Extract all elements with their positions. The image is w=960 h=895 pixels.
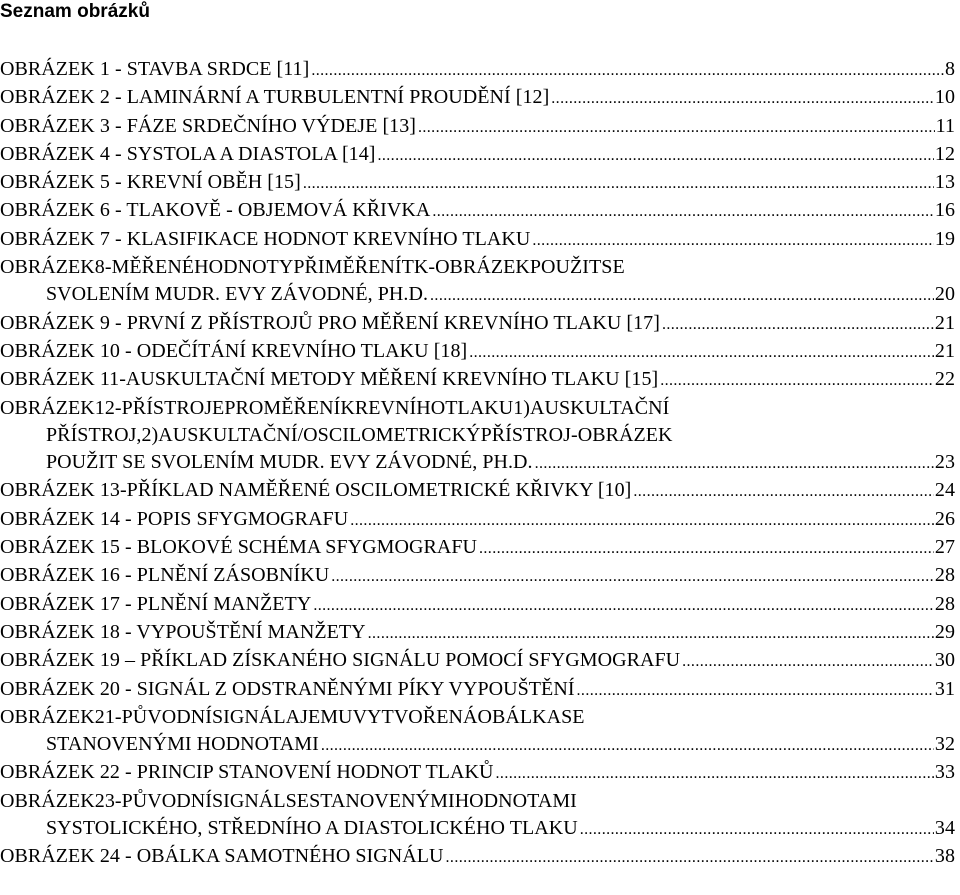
dot-leader <box>660 367 934 394</box>
toc-line <box>0 113 955 141</box>
entry-word: OBRÁZEK <box>0 256 95 279</box>
toc-line <box>0 477 955 505</box>
page-number: 24 <box>934 479 955 502</box>
page-number: 28 <box>934 592 955 615</box>
toc-entry[interactable] <box>0 254 955 310</box>
entry-word: OBRÁZEK <box>577 423 673 446</box>
toc-line <box>0 310 955 338</box>
entry-title: OBRÁZEK 6 - TLAKOVĚ - OBJEMOVÁ KŘIVKA <box>0 199 431 222</box>
page-number: 33 <box>934 761 955 784</box>
toc-line <box>0 647 955 675</box>
entry-word: MĚŘENÉ <box>111 256 195 279</box>
toc-entry[interactable] <box>0 169 955 197</box>
dot-leader <box>479 535 934 562</box>
toc-line <box>0 449 955 477</box>
entry-title: OBRÁZEK 7 - KLASIFIKACE HODNOT KREVNÍHO TLAKU <box>0 227 531 250</box>
entry-title: STANOVENÝMI HODNOTAMI <box>46 733 319 756</box>
toc-entry[interactable] <box>0 395 955 478</box>
page-number: 10 <box>934 86 955 109</box>
toc-line <box>0 141 955 169</box>
toc-line-justified <box>0 788 955 815</box>
toc-line <box>0 338 955 366</box>
toc-line <box>0 56 955 84</box>
toc-line-justified <box>0 704 955 731</box>
toc-line-justified <box>0 395 955 422</box>
toc-line <box>0 226 955 254</box>
entry-word: VYTVOŘENÁ <box>352 705 478 728</box>
toc-line <box>0 759 955 787</box>
toc-line <box>0 815 955 843</box>
entry-title: POUŽIT SE SVOLENÍM MUDR. EVY ZÁVODNÉ, PH.D. <box>46 451 533 474</box>
dot-leader <box>496 760 934 787</box>
dot-leader <box>350 507 934 534</box>
entry-word: OBRÁZEK <box>0 789 95 812</box>
entry-word: OBÁLKA <box>477 705 562 728</box>
entry-title: OBRÁZEK 22 - PRINCIP STANOVENÍ HODNOT TLAKŮ <box>0 761 494 784</box>
toc-entry[interactable] <box>0 562 955 590</box>
entry-word: STANOVENÝMI <box>309 789 455 812</box>
entry-word: OBRÁZEK <box>0 396 95 419</box>
entry-word: PŮVODNÍ <box>121 705 212 728</box>
entry-title: OBRÁZEK 14 - POPIS SFYGMOGRAFU <box>0 507 349 530</box>
entry-word: - <box>114 789 122 812</box>
toc-line <box>0 197 955 225</box>
toc-line <box>0 562 955 590</box>
entry-word: OBRÁZEK <box>435 256 530 279</box>
dot-leader <box>662 311 934 338</box>
entry-word: 8- <box>94 256 112 279</box>
dot-leader <box>321 732 934 759</box>
entry-title: OBRÁZEK 11-AUSKULTAČNÍ METODY MĚŘENÍ KREVNÍHO TLAKU [15] <box>0 368 659 391</box>
dot-leader <box>313 592 934 619</box>
entry-title: OBRÁZEK 4 - SYSTOLA A DIASTOLA [14] <box>0 142 376 165</box>
page-number: 23 <box>934 451 955 474</box>
dot-leader <box>311 57 944 84</box>
toc-entry[interactable] <box>0 113 955 141</box>
page-number: 8 <box>944 58 955 80</box>
page-number: 12 <box>934 142 955 165</box>
toc-line <box>0 619 955 647</box>
toc-line <box>0 281 955 309</box>
entry-title: SYSTOLICKÉHO, STŘEDNÍHO A DIASTOLICKÉHO TLAKU <box>46 817 578 840</box>
toc-line <box>0 534 955 562</box>
toc-line <box>0 169 955 197</box>
entry-word: MĚŘENÍ <box>263 396 341 419</box>
dot-leader <box>368 620 934 647</box>
toc-entry[interactable] <box>0 704 955 760</box>
dot-leader <box>377 142 933 169</box>
entry-word: PŘÍSTROJ, <box>46 423 142 446</box>
page-number: 19 <box>934 227 955 250</box>
toc-entry[interactable] <box>0 84 955 112</box>
entry-word: 12 <box>94 396 115 419</box>
entry-word: HODNOTAMI <box>454 789 577 812</box>
entry-word: 21 <box>94 705 115 728</box>
dot-leader <box>432 198 934 225</box>
entry-word: SE <box>285 789 310 812</box>
page-number: 30 <box>934 649 955 672</box>
dot-leader <box>682 648 934 675</box>
entry-word: TLAKU <box>445 396 514 419</box>
page-number: 31 <box>934 677 955 700</box>
toc-entry[interactable] <box>0 619 955 647</box>
toc-entry[interactable] <box>0 647 955 675</box>
entry-word: KREVNÍHO <box>340 396 446 419</box>
toc-entry[interactable] <box>0 197 955 225</box>
entry-word: SE <box>561 705 585 728</box>
entry-word: SE <box>601 256 625 279</box>
dot-leader <box>430 282 934 309</box>
entry-title: OBRÁZEK 16 - PLNĚNÍ ZÁSOBNÍKU <box>0 564 330 587</box>
page-number: 38 <box>934 845 955 868</box>
toc-entry[interactable] <box>0 338 955 366</box>
entry-word: AUSKULTAČNÍ <box>529 396 670 419</box>
page-number: 29 <box>934 620 955 643</box>
entry-title: OBRÁZEK 15 - BLOKOVÉ SCHÉMA SFYGMOGRAFU <box>0 536 477 559</box>
dot-leader <box>418 114 935 141</box>
entry-title: OBRÁZEK 19 – PŘÍKLAD ZÍSKANÉHO SIGNÁLU POMOCÍ SFYGMOGRAFU <box>0 649 681 672</box>
entry-title: OBRÁZEK 13-PŘÍKLAD NAMĚŘENÉ OSCILOMETRICKÉ KŘIVKY [10] <box>0 479 632 502</box>
dot-leader <box>331 563 934 590</box>
dot-leader <box>551 85 934 112</box>
toc-entry[interactable] <box>0 226 955 254</box>
page-number: 11 <box>935 114 955 137</box>
entry-word: - <box>428 256 436 279</box>
toc-line <box>0 506 955 534</box>
page-number: 28 <box>934 564 955 587</box>
entry-word: 1) <box>513 396 530 419</box>
toc-entry[interactable] <box>0 56 955 84</box>
entry-title: OBRÁZEK 10 - ODEČÍTÁNÍ KREVNÍHO TLAKU [18] <box>0 339 468 362</box>
entry-word: PŘÍSTROJE <box>121 396 225 419</box>
entry-word: POUŽIT <box>529 256 602 279</box>
toc-line <box>0 731 955 759</box>
entry-title: SVOLENÍM MUDR. EVY ZÁVODNÉ, PH.D. <box>46 283 429 306</box>
toc-entry[interactable] <box>0 591 955 619</box>
entry-title: OBRÁZEK 1 - STAVBA SRDCE [11] <box>0 58 310 80</box>
page-number: 34 <box>934 817 955 840</box>
dot-leader <box>535 450 934 477</box>
dot-leader <box>580 816 934 843</box>
entry-title: OBRÁZEK 17 - PLNĚNÍ MANŽETY <box>0 592 312 615</box>
page-number: 32 <box>934 733 955 756</box>
entry-word: OBRÁZEK <box>0 705 95 728</box>
entry-word: 23 <box>94 789 115 812</box>
entry-word: - <box>571 423 578 446</box>
toc-line-justified <box>0 422 955 449</box>
page-number: 27 <box>934 536 955 559</box>
entry-word: PŘI <box>293 256 325 279</box>
toc-line <box>0 366 955 394</box>
toc-entry[interactable] <box>0 506 955 534</box>
toc-line <box>0 591 955 619</box>
entry-word: 2) <box>141 423 159 446</box>
toc-entry[interactable] <box>0 788 955 844</box>
page-number: 21 <box>934 311 955 334</box>
toc-entry[interactable] <box>0 759 955 787</box>
entry-word: PRO <box>224 396 264 419</box>
entry-title: OBRÁZEK 9 - PRVNÍ Z PŘÍSTROJŮ PRO MĚŘENÍ KREVNÍHO TLAKU [17] <box>0 311 660 334</box>
dot-leader <box>446 844 934 871</box>
entry-word: TK <box>401 256 429 279</box>
toc-line <box>0 843 955 871</box>
page-number: 20 <box>934 283 955 306</box>
entry-title: OBRÁZEK 18 - VYPOUŠTĚNÍ MANŽETY <box>0 620 366 643</box>
entry-title: OBRÁZEK 3 - FÁZE SRDEČNÍHO VÝDEJE [13] <box>0 114 416 137</box>
toc-entry[interactable] <box>0 477 955 505</box>
toc-entry[interactable] <box>0 310 955 338</box>
entry-word: A <box>285 705 301 728</box>
page-number: 26 <box>934 507 955 530</box>
toc-entry[interactable] <box>0 676 955 704</box>
entry-title: OBRÁZEK 2 - LAMINÁRNÍ A TURBULENTNÍ PROUDĚNÍ [12] <box>0 86 550 109</box>
page-number: 21 <box>934 339 955 362</box>
page-title: Seznam obrázků <box>0 1 150 22</box>
entry-title: OBRÁZEK 5 - KREVNÍ OBĚH [15] <box>0 171 301 194</box>
entry-word: JEMU <box>300 705 353 728</box>
entry-word: SIGNÁL <box>211 705 286 728</box>
page-number: 22 <box>934 368 955 391</box>
toc-line <box>0 84 955 112</box>
entry-word: PŮVODNÍ <box>121 789 212 812</box>
page-number: 16 <box>934 199 955 222</box>
toc-entry[interactable] <box>0 534 955 562</box>
entry-word: HODNOTY <box>194 256 294 279</box>
dot-leader <box>303 170 934 197</box>
toc-entry[interactable] <box>0 366 955 394</box>
entry-word: PŘÍSTROJ <box>480 423 571 446</box>
toc-line <box>0 676 955 704</box>
dot-leader <box>469 339 934 366</box>
entry-title: OBRÁZEK 24 - OBÁLKA SAMOTNÉHO SIGNÁLU <box>0 845 444 868</box>
toc-entry[interactable] <box>0 843 955 871</box>
dot-leader <box>532 227 934 254</box>
toc-entry[interactable] <box>0 141 955 169</box>
dot-leader <box>577 677 934 704</box>
entry-word: MĚŘENÍ <box>324 256 402 279</box>
entry-word: SIGNÁL <box>211 789 286 812</box>
entry-word: - <box>114 705 122 728</box>
toc-line-justified <box>0 254 955 281</box>
entry-word: - <box>114 396 122 419</box>
entry-word: AUSKULTAČNÍ/OSCILOMETRICKÝ <box>158 423 481 446</box>
page-number: 13 <box>934 171 955 194</box>
entry-title: OBRÁZEK 20 - SIGNÁL Z ODSTRANĚNÝMI PÍKY VYPOUŠTĚNÍ <box>0 677 575 700</box>
dot-leader <box>633 478 934 505</box>
figure-list <box>0 56 955 872</box>
